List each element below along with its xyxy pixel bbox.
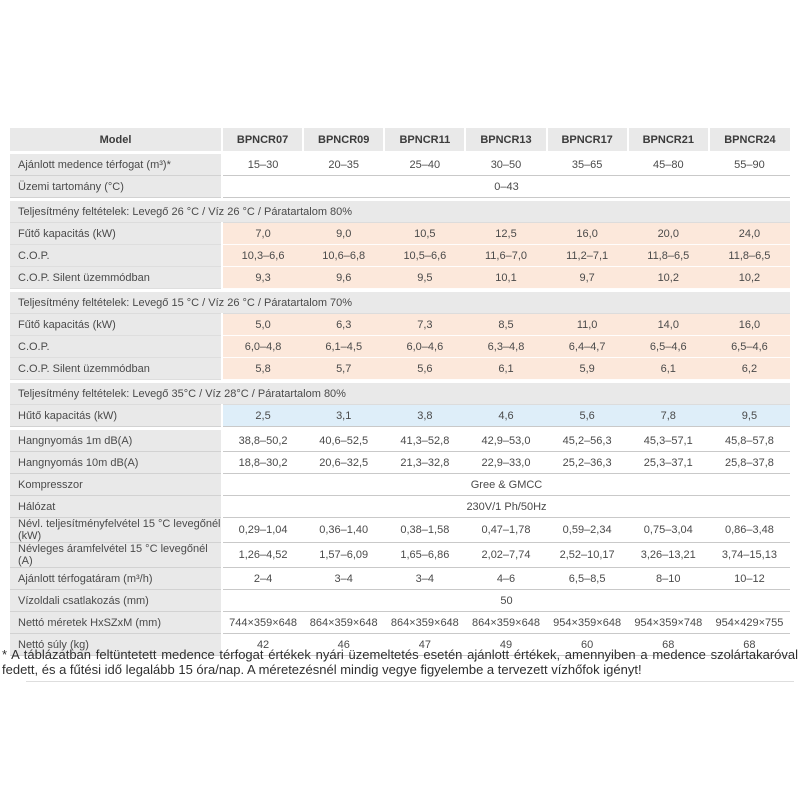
value-cell: 46	[303, 634, 384, 656]
value-cell: 10,5–6,6	[384, 245, 465, 267]
table-row	[10, 314, 790, 336]
row-label-cell: Hangnyomás 10m dB(A)	[10, 452, 222, 474]
table-row	[10, 518, 790, 543]
value-cell: 6,4–4,7	[547, 336, 628, 358]
value-cell: 5,7	[303, 358, 384, 380]
value-cell: 25,2–36,3	[547, 452, 628, 474]
table-row	[10, 474, 790, 496]
value-cell: 0,47–1,78	[465, 518, 546, 543]
value-cell: 38,8–50,2	[222, 430, 303, 452]
value-cell: 864×359×648	[465, 612, 546, 634]
value-cell: 864×359×648	[303, 612, 384, 634]
value-cell: 954×359×748	[628, 612, 709, 634]
value-cell: 7,8	[628, 405, 709, 427]
value-cell: 1,26–4,52	[222, 543, 303, 568]
merged-value-cell: 50	[222, 590, 790, 612]
value-cell: 954×359×648	[547, 612, 628, 634]
value-cell: 10,5	[384, 223, 465, 245]
value-cell: 864×359×648	[384, 612, 465, 634]
value-cell: 10,2	[709, 267, 790, 289]
value-cell: 2,52–10,17	[547, 543, 628, 568]
value-cell: 5,6	[384, 358, 465, 380]
value-cell: 9,6	[303, 267, 384, 289]
value-cell: 11,0	[547, 314, 628, 336]
model-header-row	[10, 128, 790, 151]
value-cell: 0,59–2,34	[547, 518, 628, 543]
value-cell: 6,0–4,8	[222, 336, 303, 358]
row-label-cell: Névleges áramfelvétel 15 °C levegőnél (A)	[10, 543, 222, 568]
value-cell: 3,74–15,13	[709, 543, 790, 568]
value-cell: 47	[384, 634, 465, 656]
table-row	[10, 430, 790, 452]
row-label-cell: C.O.P. Silent üzemmódban	[10, 358, 222, 380]
value-cell: 25,3–37,1	[628, 452, 709, 474]
value-cell: 3,26–13,21	[628, 543, 709, 568]
value-cell: 0,29–1,04	[222, 518, 303, 543]
spec-table	[10, 128, 790, 656]
value-cell: 5,6	[547, 405, 628, 427]
value-cell: 9,0	[303, 223, 384, 245]
table-row	[10, 223, 790, 245]
value-cell: 10–12	[709, 568, 790, 590]
row-label-cell: C.O.P.	[10, 245, 222, 267]
value-cell: 0,36–1,40	[303, 518, 384, 543]
value-cell: 4–6	[465, 568, 546, 590]
value-cell: 68	[709, 634, 790, 656]
value-cell: 744×359×648	[222, 612, 303, 634]
value-cell: 7,0	[222, 223, 303, 245]
table-row	[10, 245, 790, 267]
value-cell: 11,8–6,5	[709, 245, 790, 267]
table-row	[10, 590, 790, 612]
value-cell: 8,5	[465, 314, 546, 336]
row-label-cell: Hangnyomás 1m dB(A)	[10, 430, 222, 452]
value-cell: 6,1–4,5	[303, 336, 384, 358]
value-cell: 20,0	[628, 223, 709, 245]
value-cell: 5,9	[547, 358, 628, 380]
table-body	[10, 151, 790, 656]
column-header: BPNCR09	[303, 128, 384, 151]
value-cell: 9,5	[709, 405, 790, 427]
value-cell: 6,0–4,6	[384, 336, 465, 358]
value-cell: 10,3–6,6	[222, 245, 303, 267]
row-label-cell: C.O.P.	[10, 336, 222, 358]
value-cell: 1,65–6,86	[384, 543, 465, 568]
value-cell: 9,5	[384, 267, 465, 289]
value-cell: 6,1	[465, 358, 546, 380]
row-label-cell: Fűtő kapacitás (kW)	[10, 314, 222, 336]
value-cell: 20–35	[303, 154, 384, 176]
model-header-cell: Model	[10, 128, 222, 151]
row-label-cell: Üzemi tartomány (°C)	[10, 176, 222, 198]
value-cell: 30–50	[465, 154, 546, 176]
table-row	[10, 267, 790, 289]
value-cell: 1,57–6,09	[303, 543, 384, 568]
column-header: BPNCR17	[547, 128, 628, 151]
row-label-cell: Fűtő kapacitás (kW)	[10, 223, 222, 245]
value-cell: 18,8–30,2	[222, 452, 303, 474]
value-cell: 49	[465, 634, 546, 656]
row-label-cell: Hűtő kapacitás (kW)	[10, 405, 222, 427]
value-cell: 45,2–56,3	[547, 430, 628, 452]
value-cell: 6,2	[709, 358, 790, 380]
spec-table-container	[10, 128, 790, 656]
value-cell: 11,2–7,1	[547, 245, 628, 267]
value-cell: 6,5–4,6	[628, 336, 709, 358]
value-cell: 3–4	[303, 568, 384, 590]
section-header-row	[10, 292, 790, 314]
row-label-cell: Nettó súly (kg)	[10, 634, 222, 656]
value-cell: 24,0	[709, 223, 790, 245]
value-cell: 2,02–7,74	[465, 543, 546, 568]
table-row	[10, 358, 790, 380]
value-cell: 35–65	[547, 154, 628, 176]
value-cell: 9,7	[547, 267, 628, 289]
value-cell: 12,5	[465, 223, 546, 245]
value-cell: 6,3–4,8	[465, 336, 546, 358]
value-cell: 41,3–52,8	[384, 430, 465, 452]
value-cell: 20,6–32,5	[303, 452, 384, 474]
value-cell: 6,5–8,5	[547, 568, 628, 590]
table-row	[10, 154, 790, 176]
column-header: BPNCR24	[709, 128, 790, 151]
value-cell: 16,0	[547, 223, 628, 245]
table-row	[10, 543, 790, 568]
value-cell: 10,2	[628, 267, 709, 289]
bottom-divider-line	[26, 681, 794, 682]
row-label-cell: Vízoldali csatlakozás (mm)	[10, 590, 222, 612]
value-cell: 954×429×755	[709, 612, 790, 634]
column-header: BPNCR11	[384, 128, 465, 151]
value-cell: 25,8–37,8	[709, 452, 790, 474]
row-label-cell: Ajánlott medence térfogat (m³)*	[10, 154, 222, 176]
row-label-cell: Ajánlott térfogatáram (m³/h)	[10, 568, 222, 590]
value-cell: 4,6	[465, 405, 546, 427]
merged-value-cell: 0–43	[222, 176, 790, 198]
value-cell: 55–90	[709, 154, 790, 176]
value-cell: 3–4	[384, 568, 465, 590]
value-cell: 5,0	[222, 314, 303, 336]
value-cell: 0,38–1,58	[384, 518, 465, 543]
merged-value-cell: 230V/1 Ph/50Hz	[222, 496, 790, 518]
row-label-cell: Névl. teljesítményfelvétel 15 °C levegőnél (kW)	[10, 518, 222, 543]
value-cell: 15–30	[222, 154, 303, 176]
value-cell: 8–10	[628, 568, 709, 590]
value-cell: 22,9–33,0	[465, 452, 546, 474]
value-cell: 40,6–52,5	[303, 430, 384, 452]
value-cell: 68	[628, 634, 709, 656]
value-cell: 5,8	[222, 358, 303, 380]
value-cell: 45,3–57,1	[628, 430, 709, 452]
value-cell: 42	[222, 634, 303, 656]
section-title: Teljesítmény feltételek: Levegő 15 °C / Víz 26 °C / Páratartalom 70%	[10, 292, 790, 314]
value-cell: 10,1	[465, 267, 546, 289]
value-cell: 3,1	[303, 405, 384, 427]
value-cell: 6,5–4,6	[709, 336, 790, 358]
row-label-cell: Nettó méretek HxSZxM (mm)	[10, 612, 222, 634]
value-cell: 2,5	[222, 405, 303, 427]
table-row	[10, 496, 790, 518]
value-cell: 9,3	[222, 267, 303, 289]
value-cell: 11,8–6,5	[628, 245, 709, 267]
value-cell: 3,8	[384, 405, 465, 427]
value-cell: 45–80	[628, 154, 709, 176]
merged-value-cell: Gree & GMCC	[222, 474, 790, 496]
column-header: BPNCR07	[222, 128, 303, 151]
table-row	[10, 176, 790, 198]
table-row	[10, 452, 790, 474]
value-cell: 16,0	[709, 314, 790, 336]
row-label-cell: Hálózat	[10, 496, 222, 518]
row-label-cell: C.O.P. Silent üzemmódban	[10, 267, 222, 289]
row-label-cell: Kompresszor	[10, 474, 222, 496]
table-row	[10, 612, 790, 634]
value-cell: 0,86–3,48	[709, 518, 790, 543]
section-title: Teljesítmény feltételek: Levegő 26 °C / Víz 26 °C / Páratartalom 80%	[10, 201, 790, 223]
value-cell: 14,0	[628, 314, 709, 336]
table-row	[10, 336, 790, 358]
value-cell: 6,3	[303, 314, 384, 336]
value-cell: 6,1	[628, 358, 709, 380]
footnote-text: * A táblázatban feltüntetett medence térfogat értékek nyári üzemeltetés esetén ajánlott értékek, amennyiben a medence szolártakaróval fedett, és a fűtési idő legalább 15 óra/nap. A méretezésnél mindig vegye figyelembe a tervezett vízhőfok igényt!	[2, 647, 798, 677]
section-title: Teljesítmény feltételek: Levegő 35°C / Víz 28°C / Páratartalom 80%	[10, 383, 790, 405]
value-cell: 10,6–6,8	[303, 245, 384, 267]
value-cell: 21,3–32,8	[384, 452, 465, 474]
value-cell: 25–40	[384, 154, 465, 176]
table-row	[10, 568, 790, 590]
value-cell: 2–4	[222, 568, 303, 590]
column-header: BPNCR13	[465, 128, 546, 151]
value-cell: 60	[547, 634, 628, 656]
value-cell: 7,3	[384, 314, 465, 336]
value-cell: 0,75–3,04	[628, 518, 709, 543]
section-header-row	[10, 383, 790, 405]
table-head	[10, 128, 790, 151]
value-cell: 45,8–57,8	[709, 430, 790, 452]
section-header-row	[10, 201, 790, 223]
value-cell: 11,6–7,0	[465, 245, 546, 267]
column-header: BPNCR21	[628, 128, 709, 151]
value-cell: 42,9–53,0	[465, 430, 546, 452]
table-row	[10, 405, 790, 427]
